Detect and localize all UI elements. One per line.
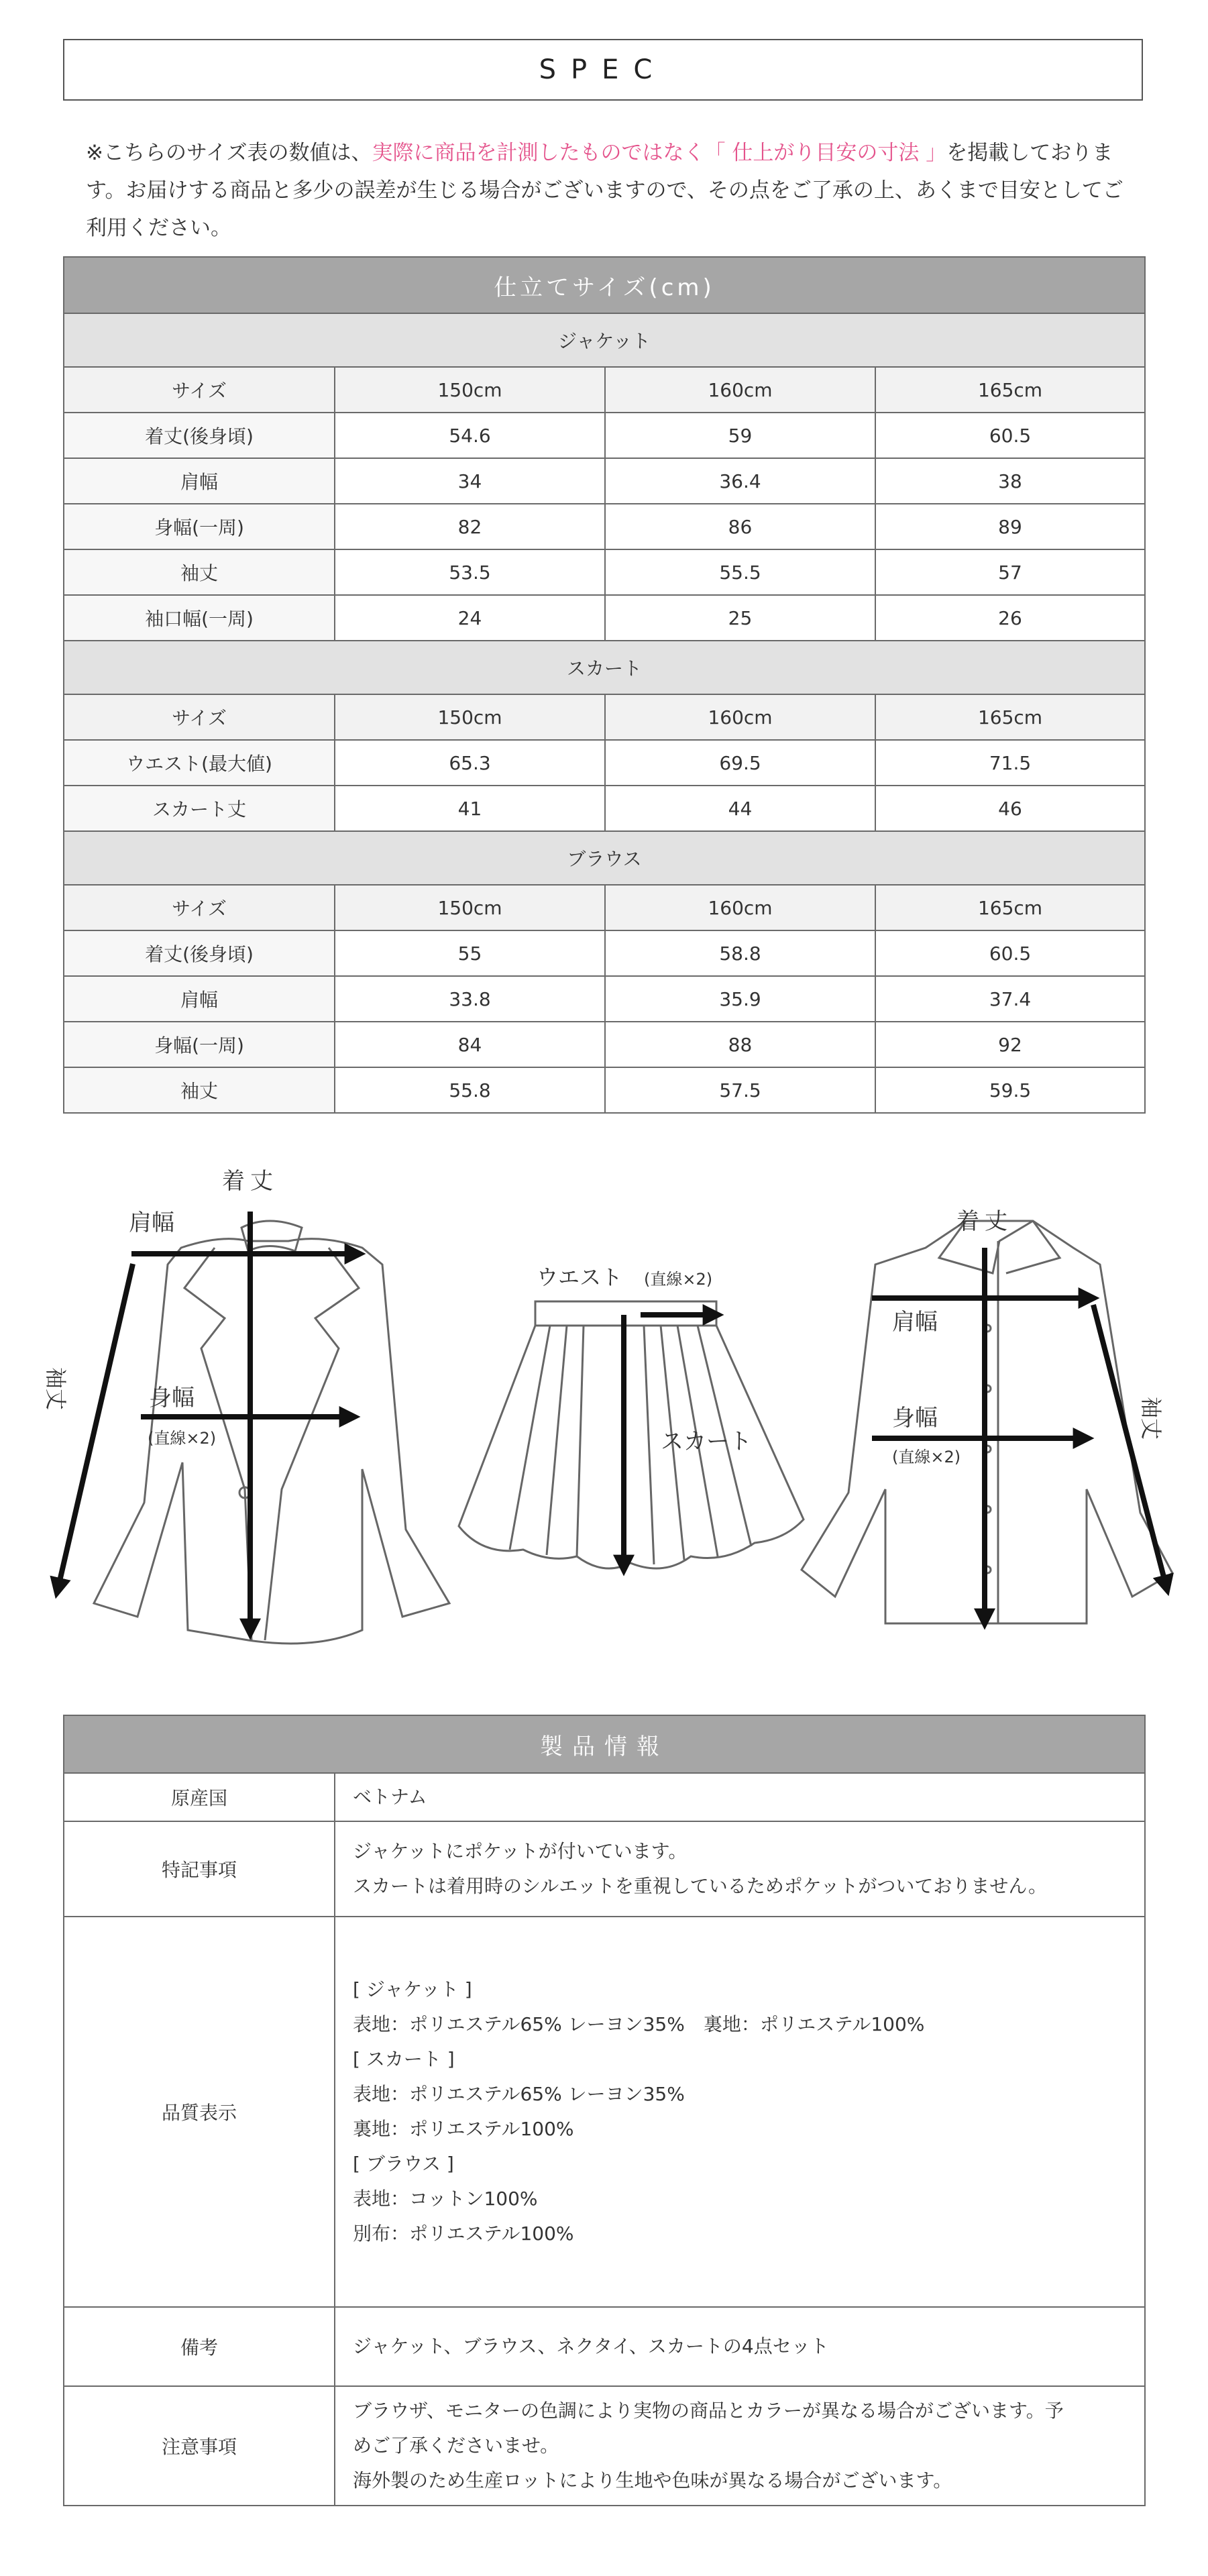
notice-prefix: ※こちらのサイズ表の数値は、 <box>86 141 372 165</box>
info-value-line: ジャケット、ブラウス、ネクタイ、スカートの4点セット <box>353 2335 829 2357</box>
size-header-cell: 160cm <box>605 367 875 413</box>
section-header-row <box>64 831 1145 885</box>
section-header-row <box>64 641 1145 694</box>
info-value <box>335 1773 1145 1821</box>
notice-highlight: 実際に商品を計測したものではなく「 仕上がり目安の寸法 」 <box>372 141 947 165</box>
table-row <box>64 595 1145 641</box>
size-value-cell: 44 <box>605 786 875 831</box>
row-label: 着丈(後身頃) <box>64 413 335 458</box>
info-row <box>64 1821 1145 1917</box>
table-row <box>64 413 1145 458</box>
row-label: 肩幅 <box>64 976 335 1022</box>
size-value-cell: 60.5 <box>875 413 1145 458</box>
size-header-cell: 165cm <box>875 367 1145 413</box>
info-value-line: めご了承くださいませ。 <box>353 2434 559 2457</box>
size-value-cell: 24 <box>335 595 605 641</box>
table-row <box>64 458 1145 504</box>
size-value-cell: 55.8 <box>335 1067 605 1113</box>
info-value-line: 表地：ポリエステル65% レーヨン35% 裏地：ポリエステル100% <box>353 2013 925 2035</box>
info-value <box>335 1821 1145 1917</box>
info-title-row <box>64 1715 1145 1773</box>
table-row <box>64 1022 1145 1067</box>
size-table <box>63 256 1146 1114</box>
size-value-cell: 71.5 <box>875 740 1145 786</box>
size-value-cell: 41 <box>335 786 605 831</box>
info-value <box>335 2307 1145 2386</box>
blouse-body-note: (直線×2) <box>892 1448 961 1466</box>
row-label: 袖丈 <box>64 1067 335 1113</box>
section-title: スカート <box>64 641 1145 694</box>
size-value-cell: 33.8 <box>335 976 605 1022</box>
info-value-line: [ ジャケット ] <box>353 1978 472 2000</box>
table-row <box>64 504 1145 549</box>
row-label: 身幅(一周) <box>64 1022 335 1067</box>
info-row <box>64 2386 1145 2506</box>
notice-suffix: を掲載しております。お届けする商品と多少の誤差が生じる場合がございますので、その点をご了承の上、あくまで目安としてご利用ください。 <box>86 141 1123 240</box>
info-value-line: スカートは着用時のシルエットを重視しているためポケットがついておりません。 <box>353 1875 1048 1897</box>
info-key: 特記事項 <box>64 1821 335 1917</box>
size-value-cell: 69.5 <box>605 740 875 786</box>
size-header-cell: 160cm <box>605 885 875 930</box>
size-value-cell: 46 <box>875 786 1145 831</box>
info-value-line: 表地：コットン100% <box>353 2188 538 2210</box>
info-value-line: 別布：ポリエステル100% <box>353 2222 574 2245</box>
info-value-line: 海外製のため生産ロットにより生地や色味が異なる場合がございます。 <box>353 2469 952 2491</box>
blouse-shoulder-label: 肩幅 <box>892 1309 938 1336</box>
size-value-cell: 25 <box>605 595 875 641</box>
info-value-line: [ ブラウス ] <box>353 2153 454 2175</box>
info-key: 品質表示 <box>64 1917 335 2307</box>
size-value-cell: 89 <box>875 504 1145 549</box>
info-key: 注意事項 <box>64 2386 335 2506</box>
row-label: スカート丈 <box>64 786 335 831</box>
info-row <box>64 2307 1145 2386</box>
size-value-cell: 88 <box>605 1022 875 1067</box>
skirt-waist-note: (直線×2) <box>644 1270 713 1289</box>
info-value-line: ジャケットにポケットが付いています。 <box>353 1840 688 1862</box>
size-value-cell: 26 <box>875 595 1145 641</box>
jacket-sleeve-label: 袖丈 <box>43 1367 68 1411</box>
size-value-cell: 54.6 <box>335 413 605 458</box>
size-value-cell: 34 <box>335 458 605 504</box>
size-value-cell: 59.5 <box>875 1067 1145 1113</box>
jacket-shoulder-label: 肩幅 <box>129 1210 174 1236</box>
blouse-body-label: 身幅 <box>892 1405 938 1432</box>
jacket-length-label: 着丈 <box>222 1168 278 1195</box>
blouse-arrows <box>872 1248 1167 1623</box>
row-label: 着丈(後身頃) <box>64 930 335 976</box>
blouse-length-label: 着丈 <box>956 1208 1013 1235</box>
table-row <box>64 740 1145 786</box>
size-value-cell: 92 <box>875 1022 1145 1067</box>
table-row <box>64 786 1145 831</box>
size-value-cell: 65.3 <box>335 740 605 786</box>
product-info-table <box>63 1715 1146 2506</box>
size-header-cell: 150cm <box>335 885 605 930</box>
info-value-line: 裏地：ポリエステル100% <box>353 2118 574 2140</box>
info-table-title: 製品情報 <box>64 1715 1145 1773</box>
size-notice <box>86 134 1132 247</box>
size-header-cell: サイズ <box>64 885 335 930</box>
size-header-row <box>64 885 1145 930</box>
section-header-row <box>64 313 1145 367</box>
row-label: 身幅(一周) <box>64 504 335 549</box>
size-value-cell: 38 <box>875 458 1145 504</box>
measurement-diagrams <box>0 1154 1208 1690</box>
info-row <box>64 1917 1145 2307</box>
size-value-cell: 53.5 <box>335 549 605 595</box>
size-value-cell: 57 <box>875 549 1145 595</box>
info-value <box>335 1917 1145 2307</box>
table-row <box>64 930 1145 976</box>
table-row <box>64 1067 1145 1113</box>
size-value-cell: 82 <box>335 504 605 549</box>
size-header-cell: 150cm <box>335 694 605 740</box>
info-value-line: [ スカート ] <box>353 2048 455 2070</box>
size-value-cell: 59 <box>605 413 875 458</box>
size-value-cell: 57.5 <box>605 1067 875 1113</box>
size-value-cell: 84 <box>335 1022 605 1067</box>
size-value-cell: 55.5 <box>605 549 875 595</box>
size-value-cell: 35.9 <box>605 976 875 1022</box>
size-header-cell: サイズ <box>64 367 335 413</box>
section-title: ジャケット <box>64 313 1145 367</box>
row-label: 袖丈 <box>64 549 335 595</box>
size-header-row <box>64 367 1145 413</box>
row-label: ウエスト(最大値) <box>64 740 335 786</box>
size-header-cell: 165cm <box>875 885 1145 930</box>
info-key: 備考 <box>64 2307 335 2386</box>
info-row <box>64 1773 1145 1821</box>
size-value-cell: 60.5 <box>875 930 1145 976</box>
row-label: 袖口幅(一周) <box>64 595 335 641</box>
info-value-line: ブラウザ、モニターの色調により実物の商品とカラーが異なる場合がございます。予 <box>353 2400 1064 2422</box>
info-key: 原産国 <box>64 1773 335 1821</box>
jacket-arrows <box>57 1212 360 1633</box>
row-label: 肩幅 <box>64 458 335 504</box>
info-value-line: 表地：ポリエステル65% レーヨン35% <box>353 2083 685 2105</box>
table-row <box>64 549 1145 595</box>
table-row <box>64 976 1145 1022</box>
skirt-length-label: スカート <box>661 1428 752 1455</box>
size-header-cell: 160cm <box>605 694 875 740</box>
skirt-waist-label: ウエスト <box>537 1265 623 1290</box>
size-value-cell: 36.4 <box>605 458 875 504</box>
info-value-line: ベトナム <box>353 1786 427 1808</box>
spec-title: SPEC <box>63 39 1143 101</box>
section-title: ブラウス <box>64 831 1145 885</box>
size-value-cell: 55 <box>335 930 605 976</box>
info-value <box>335 2386 1145 2506</box>
jacket-body-note: (直線×2) <box>148 1429 217 1448</box>
size-value-cell: 37.4 <box>875 976 1145 1022</box>
size-value-cell: 58.8 <box>605 930 875 976</box>
size-value-cell: 86 <box>605 504 875 549</box>
size-table-title: 仕立てサイズ(cm) <box>64 257 1145 313</box>
blouse-sleeve-label: 袖丈 <box>1138 1397 1164 1440</box>
size-header-row <box>64 694 1145 740</box>
size-header-cell: サイズ <box>64 694 335 740</box>
size-header-cell: 165cm <box>875 694 1145 740</box>
size-table-title-row <box>64 257 1145 313</box>
size-header-cell: 150cm <box>335 367 605 413</box>
jacket-body-label: 身幅 <box>149 1385 195 1411</box>
